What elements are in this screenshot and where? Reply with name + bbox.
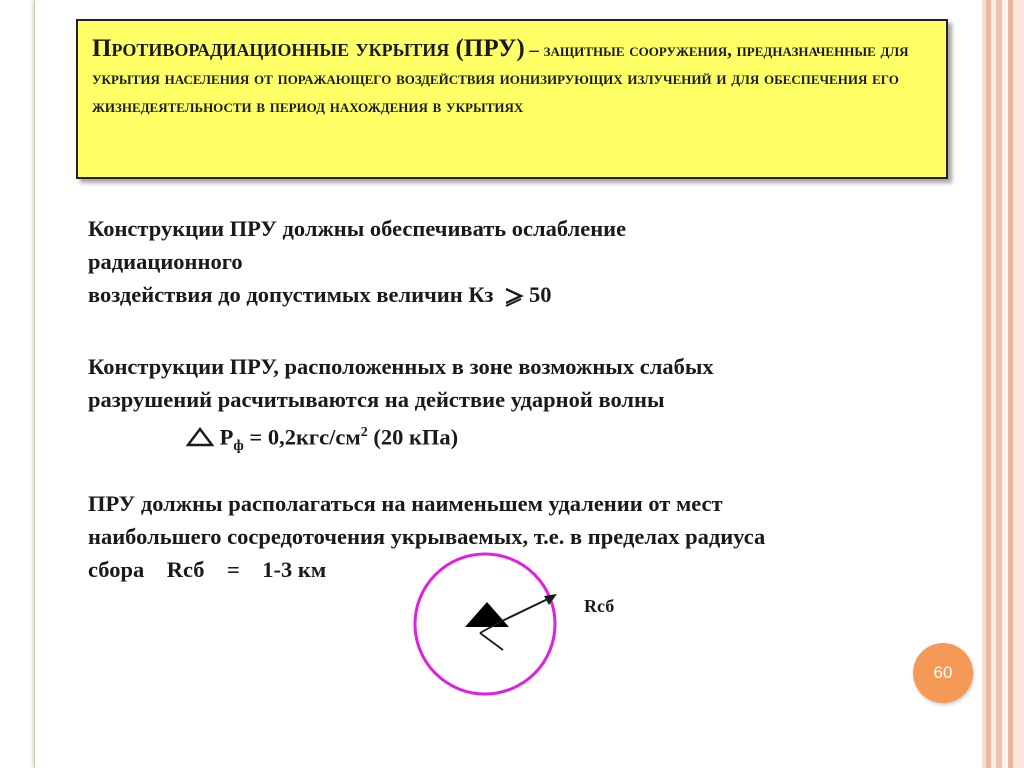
pressure-formula [88, 416, 958, 463]
paragraph-attenuation [88, 212, 958, 311]
para1-line1: Конструкции ПРУ должны обеспечивать ослабление [88, 216, 627, 241]
definition-text: – защитные сооружения, предназначенные для укрытия населения от поражающего воздействия ионизирующих излучений и для обеспечения его жизнедеятельности в период нахождения в укрытиях [92, 40, 909, 117]
para3-line2: наибольшего сосредоточения укрываемых, т.е. в пределах радиуса [88, 524, 766, 549]
formula-subscript: ф [233, 438, 244, 454]
radius-label: Rсб [584, 596, 615, 616]
para1-line3 [88, 278, 958, 311]
kz-value: 50 [529, 282, 552, 307]
formula-superscript: 2 [360, 425, 368, 440]
para3-line1: ПРУ должны располагаться на наименьшем удалении от мест [88, 491, 723, 516]
para2-line2: разрушений расчитываются на действие ударной волны [88, 387, 665, 412]
formula-tail: (20 кПа) [367, 424, 459, 450]
decorative-stripes [982, 0, 1024, 768]
delta-icon [186, 425, 214, 450]
formula-value: = 0,2кгс/см [243, 424, 361, 450]
para1-line2: радиационного [88, 249, 243, 274]
definition-box [76, 19, 948, 179]
page-number-badge: 60 [913, 643, 973, 703]
para1-line3-text: воздействия до допустимых величин Кз [88, 282, 494, 307]
greater-or-equal-icon [501, 286, 527, 306]
formula-symbol: Р [219, 424, 234, 450]
para2-line1: Конструкции ПРУ, расположенных в зоне возможных слабых [88, 354, 714, 379]
para3-line3: сбора Rсб = 1-3 км [88, 557, 327, 582]
paragraph-location [88, 487, 958, 586]
definition-term: Противорадиационные укрытия (ПРУ) [92, 35, 525, 62]
paragraph-shockwave [88, 350, 958, 463]
